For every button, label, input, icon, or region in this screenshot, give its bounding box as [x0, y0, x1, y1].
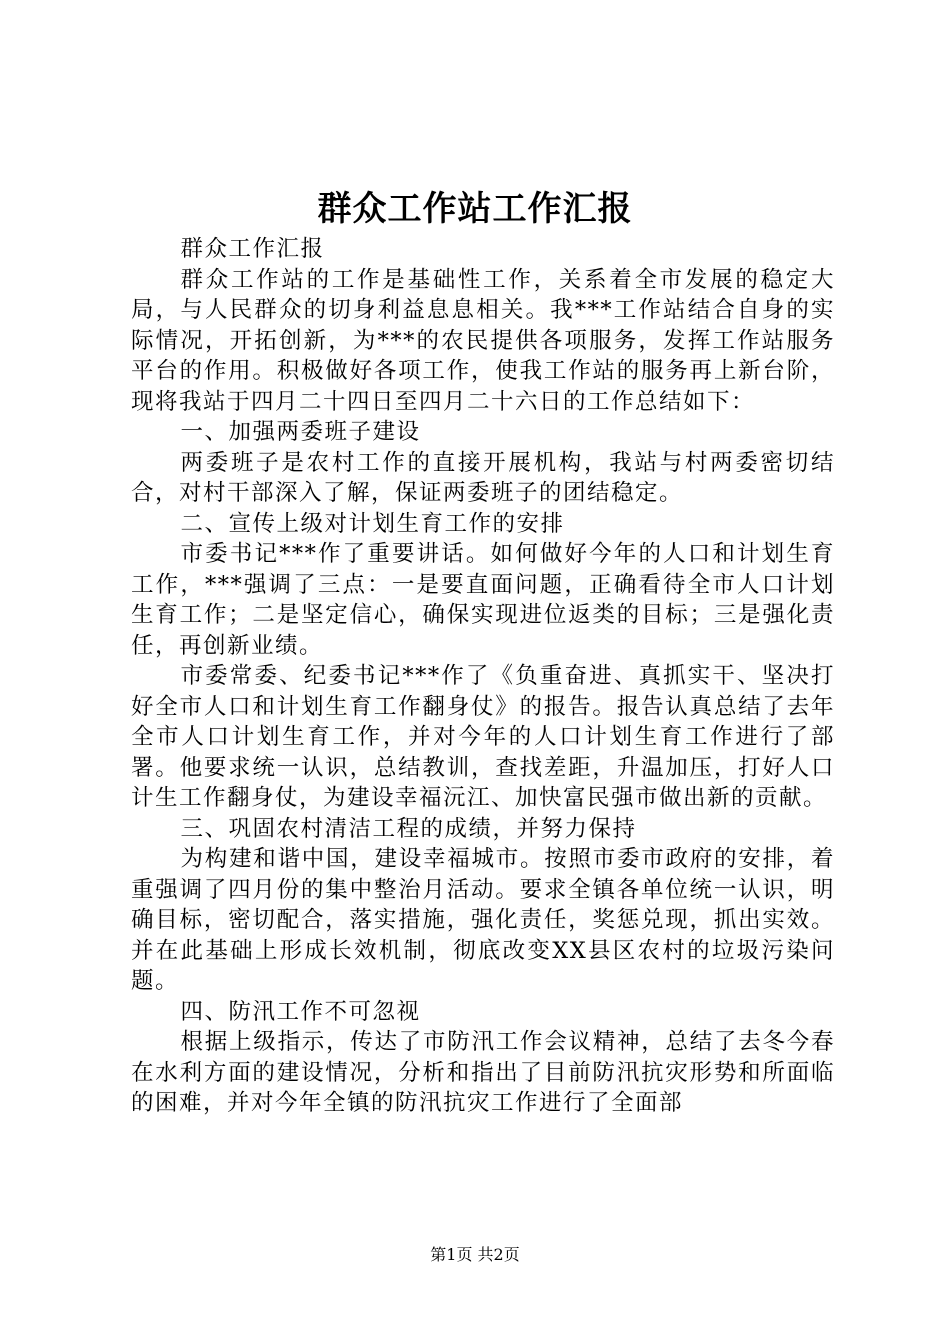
section-heading-4: 四、防汛工作不可忽视: [180, 998, 421, 1025]
section-heading-1: 一、加强两委班子建设: [180, 419, 421, 445]
paragraph-section-3: 为构建和谐中国，建设幸福城市。按照市委市政府的安排，着重强调了四月份的集中整治月活动。要求全镇各单位统一认识，明确目标，密切配合，落实措施，强化责任，奖惩兑现，抓出实效。并在此基础上形成长效机制，彻底改变XX县区农村的垃圾污染问题。: [131, 846, 835, 994]
paragraph-intro: 群众工作站的工作是基础性工作，关系着全市发展的稳定大局，与人民群众的切身利益息息相关。我***工作站结合自身的实际情况，开拓创新，为***的农民提供各项服务，发挥工作站服务平台的作用。积极做好各项工作，使我工作站的服务再上新台阶，现将我站于四月二十四日至四月二十六日的工作总结如下：: [131, 266, 835, 415]
document-title: 群众工作站工作汇报: [317, 189, 633, 229]
page-indicator: 第1页 共2页: [430, 1245, 520, 1264]
section-heading-2: 二、宣传上级对计划生育工作的安排: [180, 510, 565, 537]
paragraph-section-2b: 市委常委、纪委书记***作了《负重奋进、真抓实干、坚决打好全市人口和计划生育工作翻身仗》的报告。报告认真总结了去年全市人口计划生育工作，并对今年的人口计划生育工作进行了部署。他要求统一认识，总结教训，查找差距，升温加压，打好人口计生工作翻身仗，为建设幸福沅江、加快富民强市做出新的贡献。: [131, 663, 835, 811]
paragraph-section-1: 两委班子是农村工作的直接开展机构，我站与村两委密切结合，对村干部深入了解，保证两委班子的团结稳定。: [131, 449, 835, 506]
paragraph-subtitle: 群众工作汇报: [180, 236, 325, 262]
paragraph-section-2a: 市委书记***作了重要讲话。如何做好今年的人口和计划生育工作，***强调了三点：一是要直面问题，正确看待全市人口计划生育工作；二是坚定信心，确保实现进位返类的目标；三是强化责任，再创新业绩。: [131, 541, 835, 659]
page-footer: [0, 1244, 950, 1266]
document-body: [131, 234, 835, 1119]
paragraph-section-4: 根据上级指示，传达了市防汛工作会议精神，总结了去冬今春在水利方面的建设情况，分析和指出了目前防汛抗灾形势和所面临的困难，并对今年全镇的防汛抗灾工作进行了全面部: [131, 1029, 835, 1116]
section-heading-3: 三、巩固农村清洁工程的成绩，并努力保持: [180, 815, 637, 842]
